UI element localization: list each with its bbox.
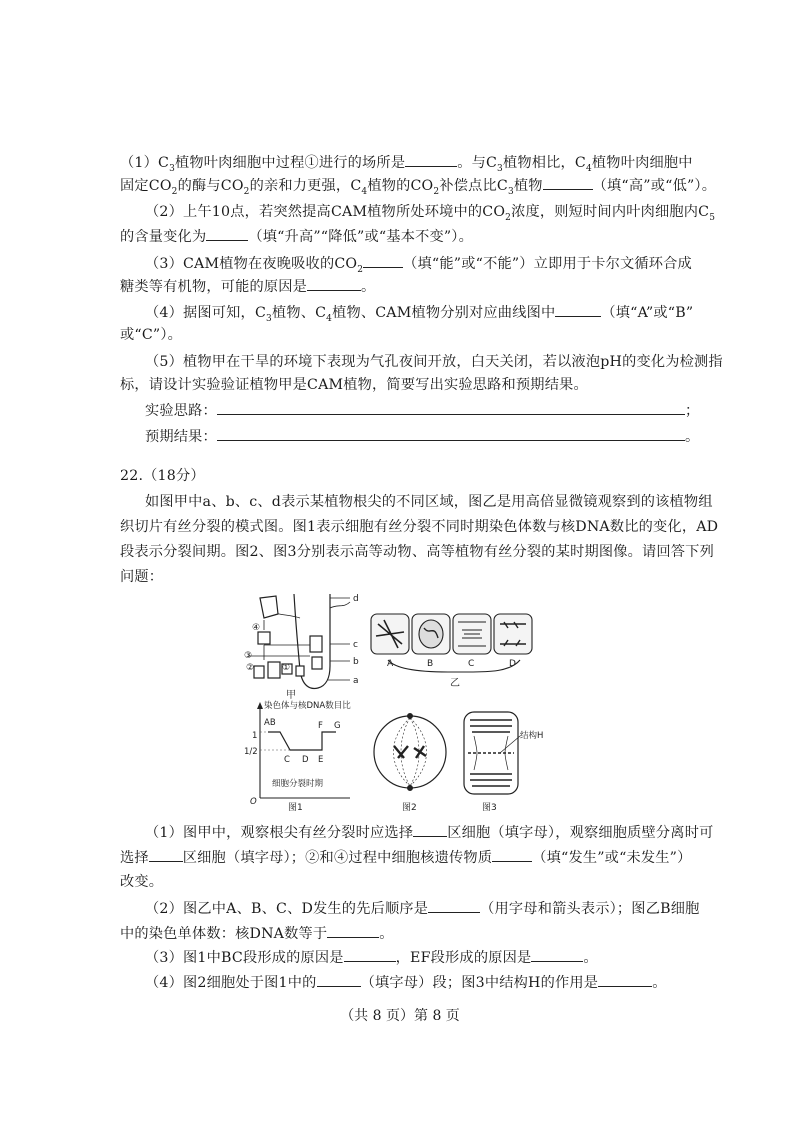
root-tip-diagram [248, 594, 350, 688]
cell-label-A: A [387, 659, 394, 669]
q21-p5-line1: （5）植物甲在干旱的环境下表现为气孔夜间开放，白天关闭，若以液泡pH的变化为检测指 [145, 354, 723, 370]
mitosis-cells-yi [371, 614, 532, 672]
q22-a2-line1: （2）图乙中A、B、C、D发生的先后顺序是 （用字母和箭头表示）；图乙B细胞 [145, 898, 692, 919]
q22-figure [238, 588, 544, 813]
q22-a2-line2: 中的染色单体数：核DNA数等于 。 [120, 923, 692, 944]
figure-jia-label: 甲 [286, 690, 296, 701]
answer-blank[interactable] [363, 253, 403, 268]
ratio-curve [268, 732, 336, 750]
answer-blank[interactable] [531, 947, 583, 962]
answer-blank[interactable] [543, 175, 593, 190]
q22-a3-line: （3）图1中BC段形成的原因是 ，EF段形成的原因是 。 [145, 947, 692, 968]
q21-p2-line1: （2）上午10点，若突然提高CAM植物所处环境中的$CO_2$浓度，则短时间内叶肉细胞内$C_5$ [145, 204, 716, 223]
process-label-1: ① [282, 663, 291, 673]
answer-blank[interactable] [307, 276, 361, 291]
figure-2-label: 图2 [402, 803, 417, 813]
graph-xlabel: 细胞分裂时期 [272, 779, 324, 789]
answer-blank[interactable] [555, 302, 601, 317]
answer-blank[interactable] [344, 947, 396, 962]
q22-intro-line2: 织切片有丝分裂的模式图。图1表示细胞有丝分裂不同时期染色体数与核DNA数比的变化，AD [120, 519, 719, 535]
structure-h-label: 结构H [520, 731, 544, 741]
q22-a1-line2: 选择 区细胞（填字母）；②和④过程中细胞核遗传物质 （填“发生”或“未发生”） [120, 847, 692, 868]
page-footer: （共 8 页）第 8 页 [340, 1008, 460, 1024]
q22-figure-svg [238, 588, 544, 813]
root-label-b: b [353, 657, 359, 667]
q21-p1-line2: 固定$CO_2$的酶与$CO_2$的亲和力更强，$C_4$植物的$CO_2$补偿点比$C_3$植物 （填“高”或“低”）。 [120, 175, 692, 196]
graph-point-F: F [318, 721, 323, 731]
cell-label-C: C [468, 659, 475, 669]
q21-p5-line2: 标，请设计实验验证植物甲是CAM植物，简要写出实验思路和预期结果。 [120, 377, 588, 393]
q21-p2-line2: 的含量变化为 （填“升高”“降低”或“基本不变”）。 [120, 226, 692, 247]
root-label-a: a [353, 676, 359, 686]
mitosis-cell-labels [387, 659, 516, 689]
figure-2-animal-cell [374, 714, 446, 814]
graph-point-G: G [334, 721, 341, 731]
graph-point-E: E [318, 755, 324, 765]
answer-blank[interactable] [206, 226, 248, 241]
graph-yhalf: 1/2 [244, 747, 258, 757]
process-label-4: ④ [252, 623, 261, 633]
process-label-2: ② [246, 663, 255, 673]
answer-blank[interactable] [327, 923, 379, 938]
graph-y1: 1 [252, 731, 258, 741]
graph-point-D: D [302, 755, 309, 765]
process-label-3: ③ [244, 651, 253, 661]
graph-origin: O [250, 797, 257, 807]
answer-blank[interactable] [149, 847, 183, 862]
answer-blank[interactable] [405, 152, 457, 167]
graph-point-C: C [284, 755, 290, 765]
root-tip-labels [244, 594, 359, 701]
graph-ylabel: 染色体与核DNA数目比 [264, 701, 351, 711]
figure-3-label: 图3 [482, 803, 497, 813]
cell-label-B: B [427, 659, 434, 669]
q21-p4-line1: （4）据图可知，$C_3$植物、$C_4$植物、CAM植物分别对应曲线图中 （填“A”或“B” [145, 302, 692, 323]
answer-blank[interactable] [428, 898, 480, 913]
q22-intro-line1: 如图甲中a、b、c、d表示某植物根尖的不同区域，图乙是用高倍显微镜观察到的该植物组 [145, 494, 713, 510]
q22-intro-line4: 问题： [120, 569, 164, 585]
q21-p3-line1: （3）CAM植物在夜晚吸收的$CO_2$ （填“能”或“不能”）立即用于卡尔文循环合成 [145, 253, 692, 274]
experiment-idea-blank[interactable] [217, 400, 685, 415]
q22-a1-line1: （1）图甲中，观察根尖有丝分裂时应选择 区细胞（填字母），观察细胞质壁分离时可 [145, 822, 692, 843]
root-label-d: d [353, 594, 359, 604]
q21-p3-line2: 糖类等有机物，可能的原因是 。 [120, 276, 692, 297]
q22-intro-line3: 段表示分裂间期。图2、图3分别表示高等动物、高等植物有丝分裂的某时期图像。请回答下列 [120, 544, 714, 560]
answer-blank[interactable] [413, 822, 447, 837]
expected-result-blank[interactable] [217, 426, 685, 441]
q22-a4-line: （4）图2细胞处于图1中的 （填字母）段；图3中结构H的作用是 。 [145, 972, 692, 993]
q22-a1-line3: 改变。 [120, 874, 164, 890]
figure-1-graph [244, 700, 351, 813]
q21-p1-line1: $(1)C_3$植物叶肉细胞中过程①进行的场所是 。与$C_3$植物相比，$C_4$植物叶肉细胞中 [120, 152, 692, 173]
answer-blank[interactable] [492, 847, 532, 862]
figure-3-plant-cell [464, 712, 543, 813]
q21-result-line: 预期结果： 。 [145, 426, 692, 447]
graph-point-AB: AB [264, 718, 276, 728]
q21-idea-line: 实验思路： ； [145, 400, 692, 421]
figure-yi-label: 乙 [450, 678, 460, 689]
answer-blank[interactable] [317, 972, 361, 987]
figure-1-label: 图1 [288, 803, 303, 813]
answer-blank[interactable] [598, 972, 652, 987]
cell-label-D: D [509, 659, 516, 669]
q21-p4-line2: 或“C”）。 [120, 327, 183, 343]
root-label-c: c [353, 640, 358, 650]
q22-header: 22.（18分） [120, 468, 205, 484]
